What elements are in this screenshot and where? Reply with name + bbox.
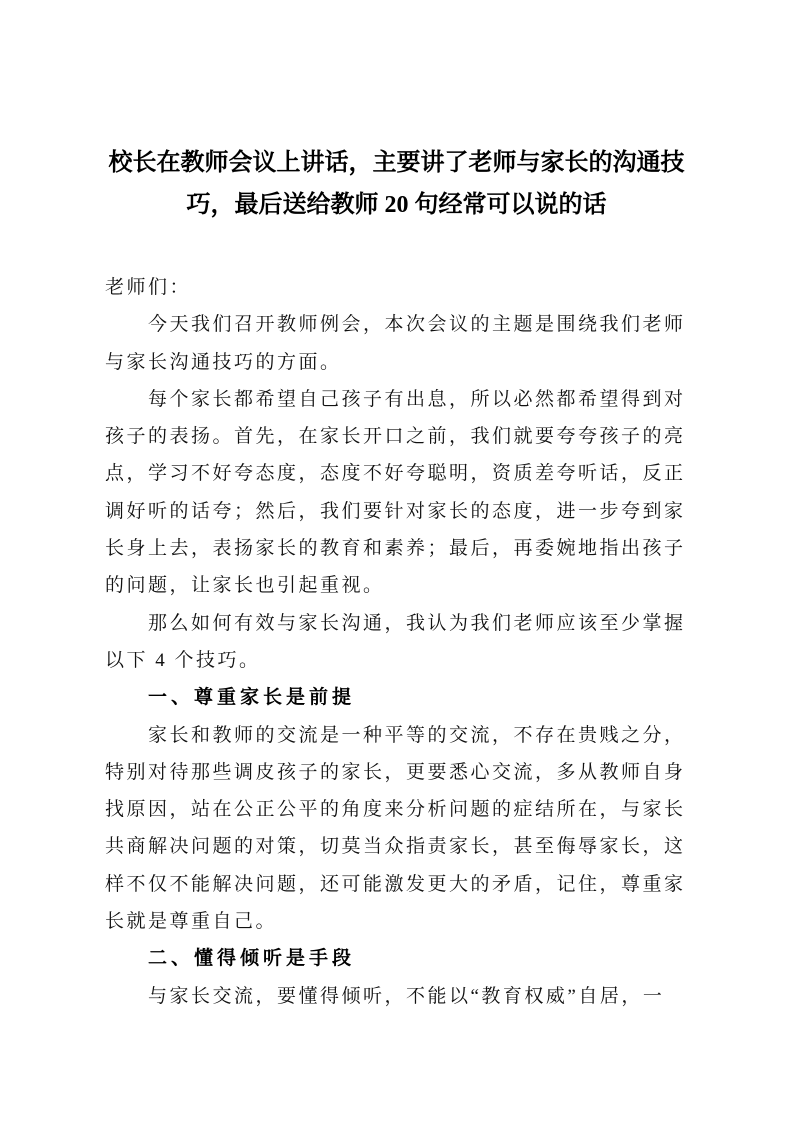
section-heading bbox=[105, 679, 688, 716]
text-line: 那么如何有效与家长沟通，我认为我们老师应该至少掌握 bbox=[148, 612, 686, 634]
text-line: 特别对待那些调皮孩子的家长，更要悉心交流，多从教师自身 bbox=[105, 761, 686, 783]
text-line: 长就是尊重自己。 bbox=[105, 911, 278, 933]
salutation bbox=[105, 269, 688, 306]
text-line: 二、懂得倾听是手段 bbox=[148, 948, 356, 970]
text-line: 家长和教师的交流是一种平等的交流，不存在贵贱之分， bbox=[148, 724, 686, 746]
text-line: 老师们： bbox=[105, 277, 192, 298]
text-line: 共商解决问题的对策，切莫当众指责家长，甚至侮辱家长，这 bbox=[105, 836, 686, 858]
paragraph bbox=[105, 381, 688, 605]
text-line: 与家长交流，要懂得倾听，不能以“教育权威”自居，一 bbox=[148, 985, 665, 1007]
section-heading bbox=[105, 940, 688, 977]
paragraph bbox=[105, 306, 688, 381]
paragraph bbox=[105, 717, 688, 941]
text-line: 找原因，站在公正公平的角度来分析问题的症结所在，与家长 bbox=[105, 799, 686, 821]
text-line: 长身上去，表扬家长的教育和素养；最后，再委婉地指出孩子 bbox=[105, 538, 686, 560]
paragraph bbox=[105, 978, 688, 1015]
text-line: 的问题，让家长也引起重视。 bbox=[105, 575, 385, 597]
text-line: 与家长沟通技巧的方面。 bbox=[105, 351, 342, 373]
text-line: 每个家长都希望自己孩子有出息，所以必然都希望得到对 bbox=[148, 388, 686, 410]
paragraph bbox=[105, 605, 688, 680]
text-line: 调好听的话夸；然后，我们要针对家长的态度，进一步夸到家 bbox=[105, 500, 686, 522]
text-line: 今天我们召开教师例会，本次会议的主题是围绕我们老师 bbox=[148, 314, 686, 336]
text-line: 样不仅不能解决问题，还可能激发更大的矛盾，记住，尊重家 bbox=[105, 873, 686, 895]
document-title bbox=[105, 142, 688, 226]
title-line: 校长在教师会议上讲话，主要讲了老师与家长的沟通技 bbox=[108, 150, 685, 176]
text-line: 孩子的表扬。首先，在家长开口之前，我们就要夸夸孩子的亮 bbox=[105, 426, 686, 448]
document-body bbox=[105, 269, 688, 1015]
text-line: 一、尊重家长是前提 bbox=[148, 687, 356, 709]
text-line: 以下 4 个技巧。 bbox=[105, 649, 261, 671]
text-line: 点，学习不好夸态度，态度不好夸聪明，资质差夸听话，反正 bbox=[105, 463, 686, 485]
title-line: 巧，最后送给教师 20 句经常可以说的话 bbox=[186, 192, 607, 218]
